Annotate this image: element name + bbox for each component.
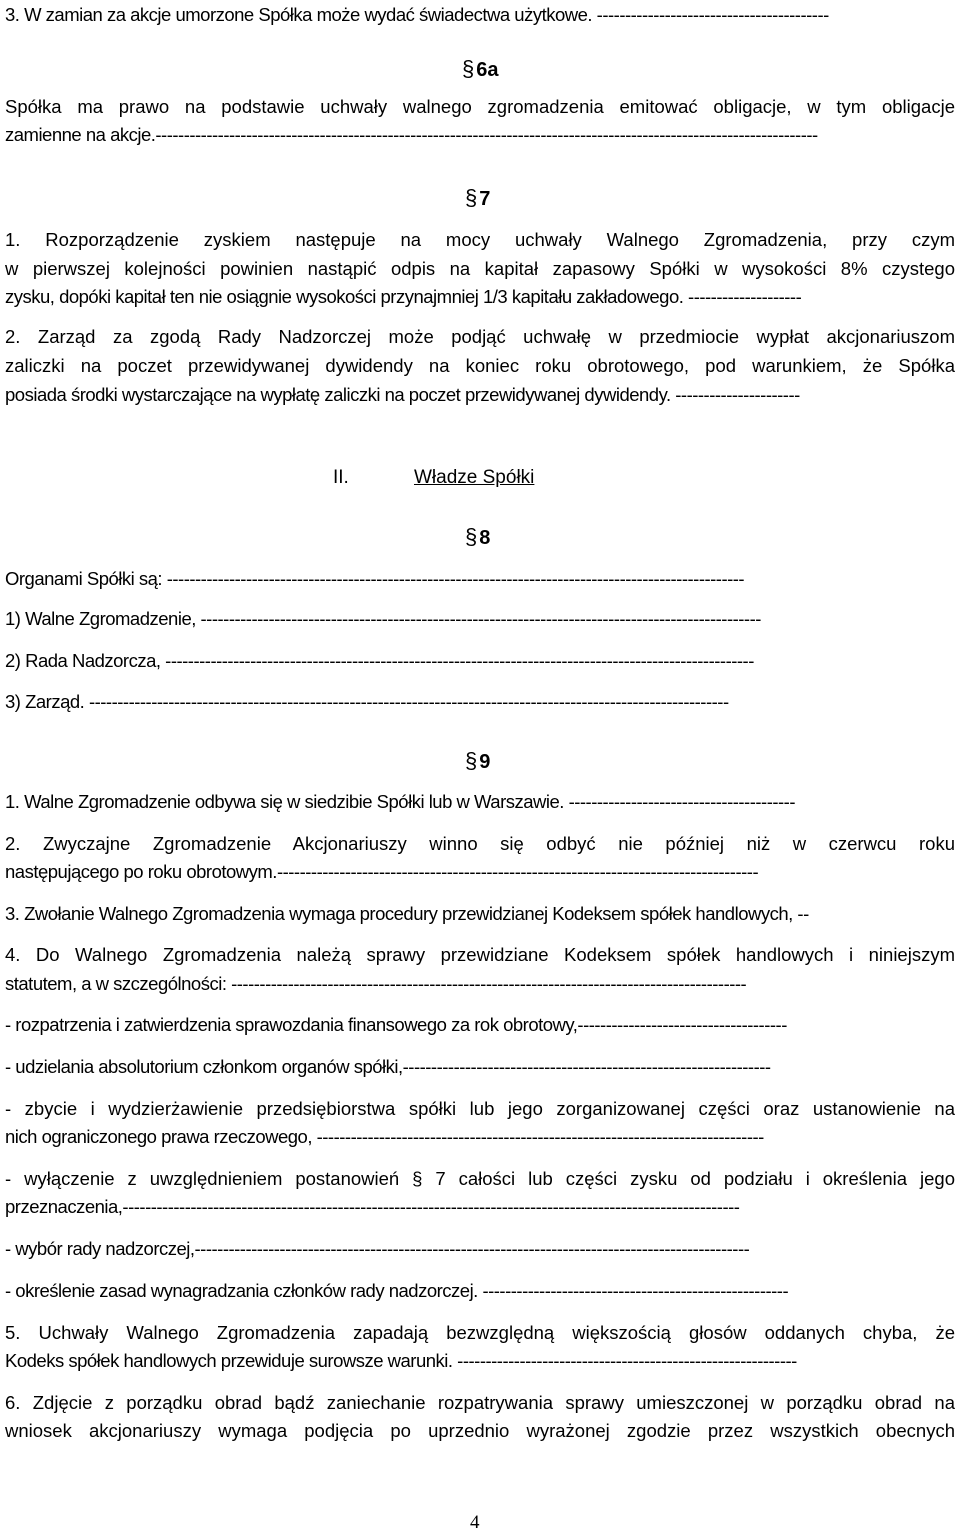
text-line: 1. Walne Zgromadzenie odbywa się w siedzibie Spółki lub w Warszawie. ---------------------------------------- xyxy=(5,791,796,812)
text-line: 3. W zamian za akcje umorzone Spółka może wydać świadectwa użytkowe. ----------------------------------------- xyxy=(5,4,829,25)
text-line: nich ograniczonego prawa rzeczowego, ------------------------------------------------------------------------------- xyxy=(5,1126,764,1147)
section-heading-8: § 8 xyxy=(465,524,491,549)
text-line: - udzielania absolutorium członkom organów spółki,----------------------------------------------------------------- xyxy=(5,1056,771,1077)
text-line: Spółka ma prawo na podstawie uchwały walnego zgromadzenia emitować obligacje, w tym obligacje xyxy=(5,96,955,117)
text-line: zamienne na akcje.--------------------------------------------------------------------------------------------------------------------- xyxy=(5,124,818,145)
text-line: - wyłączenie z uwzględnieniem postanowień § 7 całości lub części zysku od podziału i określenia jego xyxy=(5,1168,955,1189)
text-line: - zbycie i wydzierżawienie przedsiębiorstwa spółki lub jego zorganizowanej części oraz ustanowienie na xyxy=(5,1098,955,1119)
text-line: przeznaczenia,------------------------------------------------------------------------------------------------------------- xyxy=(5,1196,740,1217)
text-line: Kodeks spółek handlowych przewiduje surowsze warunki. ------------------------------------------------------------ xyxy=(5,1350,797,1371)
text-line: 3) Zarząd. ----------------------------------------------------------------------------------------------------------------- xyxy=(5,691,729,712)
text-line: w pierwszej kolejności powinien nastąpić odpis na kapitał zapasowy Spółki w wysokości 8% czystego xyxy=(5,258,955,279)
text-line: 2) Rada Nadzorcza, -------------------------------------------------------------------------------------------------------- xyxy=(5,650,754,671)
section-heading-6a: § 6a xyxy=(462,56,499,81)
text-line: 1) Walne Zgromadzenie, --------------------------------------------------------------------------------------------------- xyxy=(5,608,761,629)
text-line: 6. Zdjęcie z porządku obrad bądź zaniechanie rozpatrywania sprawy umieszczonej w porządku obrad na xyxy=(5,1392,955,1413)
text-line: zysku, dopóki kapitał ten nie osiągnie wysokości przynajmniej 1/3 kapitału zakładowego. -------------------- xyxy=(5,286,802,307)
text-line: statutem, a w szczególności: ------------------------------------------------------------------------------------------- xyxy=(5,973,747,994)
text-line: 4. Do Walnego Zgromadzenia należą sprawy przewidziane Kodeksem spółek handlowych i niniejszym xyxy=(5,944,955,965)
text-line: wniosek akcjonariuszy wymaga podjęcia po uprzednio wyrażonej zgodzie przez wszystkich obecnych xyxy=(5,1420,955,1441)
text-line: 5. Uchwały Walnego Zgromadzenia zapadają bezwzględną większością głosów oddanych chyba, że xyxy=(5,1322,955,1343)
text-line: 3. Zwołanie Walnego Zgromadzenia wymaga procedury przewidzianej Kodeksem spółek handlowych, -- xyxy=(5,903,809,924)
section-heading-7: § 7 xyxy=(465,185,491,210)
text-line: - wybór rady nadzorczej,-------------------------------------------------------------------------------------------------- xyxy=(5,1238,750,1259)
text-line: Organami Spółki są: ------------------------------------------------------------------------------------------------------ xyxy=(5,568,745,589)
text-line: 2. Zarząd za zgodą Rady Nadzorczej może podjąć uchwałę w przedmiocie wypłat akcjonariuszom xyxy=(5,326,955,347)
text-line: 2. Zwyczajne Zgromadzenie Akcjonariuszy winno się odbyć nie później niż w czerwcu roku xyxy=(5,833,955,854)
page-number: 4 xyxy=(470,1512,480,1533)
section-heading-9: § 9 xyxy=(465,748,491,773)
text-line: następującego po roku obrotowym.------------------------------------------------------------------------------------- xyxy=(5,861,759,882)
text-line: zaliczki na poczet przewidywanej dywidendy na koniec roku obrotowego, pod warunkiem, że Spółka xyxy=(5,355,955,376)
chapter-number: II. xyxy=(333,467,349,488)
text-line: - rozpatrzenia i zatwierdzenia sprawozdania finansowego za rok obrotowy,------------------------------------- xyxy=(5,1014,787,1035)
chapter-title: Władze Spółki xyxy=(414,467,535,488)
text-line: posiada środki wystarczające na wypłatę zaliczki na poczet przewidywanej dywidendy. ---------------------- xyxy=(5,384,800,405)
text-line: 1. Rozporządzenie zyskiem następuje na mocy uchwały Walnego Zgromadzenia, przy czym xyxy=(5,229,955,250)
text-line: - określenie zasad wynagradzania członków rady nadzorczej. ------------------------------------------------------ xyxy=(5,1280,789,1301)
